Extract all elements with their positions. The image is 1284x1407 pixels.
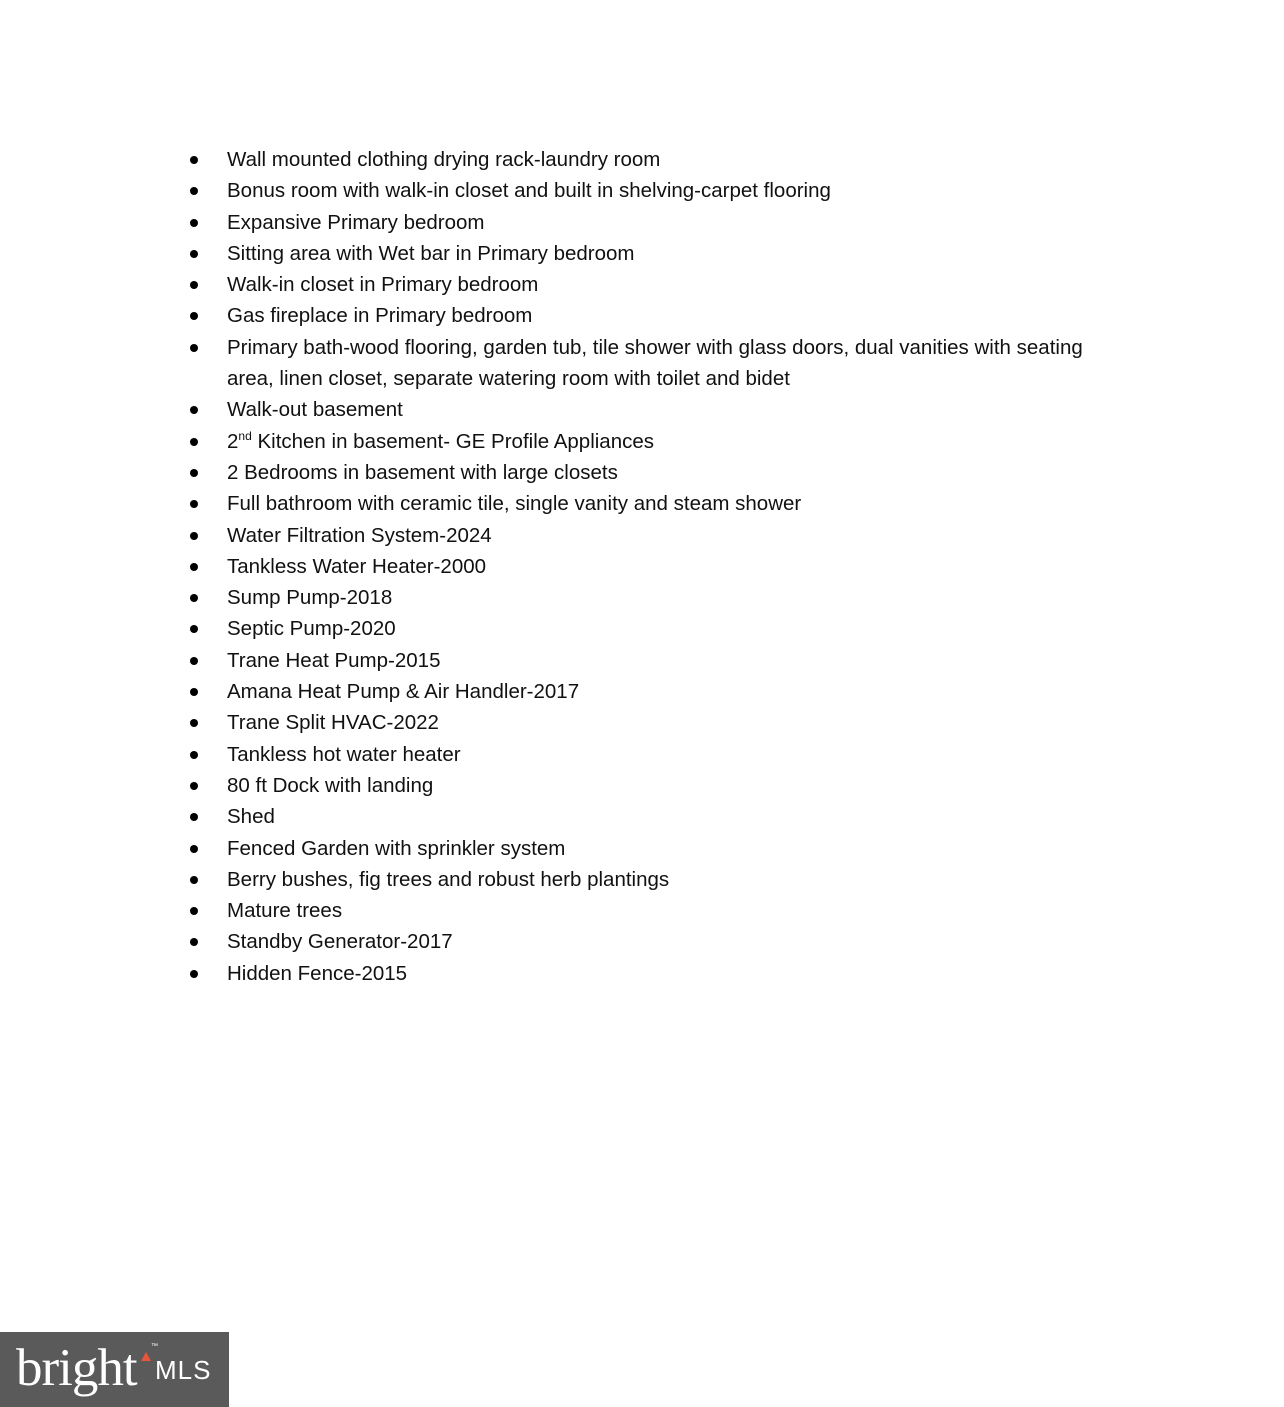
- list-item: [0, 801, 1284, 832]
- list-item-label: 2 Bedrooms in basement with large closets: [227, 460, 618, 484]
- bullet-icon: [190, 500, 198, 508]
- list-item: [0, 739, 1284, 770]
- list-item: [0, 958, 1284, 989]
- list-item-label: Hidden Fence-2015: [227, 961, 408, 985]
- bullet-icon: [190, 782, 198, 790]
- list-item-text: [227, 398, 403, 421]
- list-item: [0, 864, 1284, 895]
- list-item-text: [227, 617, 396, 640]
- list-item-label: Standby Generator-2017: [227, 930, 453, 954]
- list-item-text: [227, 805, 275, 828]
- list-item-label: Wall mounted clothing drying rack-laundry room: [227, 148, 661, 171]
- list-item: [0, 269, 1284, 300]
- list-item: [0, 144, 1284, 175]
- bullet-icon: [190, 563, 198, 571]
- list-item-text: [227, 179, 831, 202]
- bullet-icon: [190, 938, 198, 946]
- list-item: [0, 520, 1284, 551]
- list-item: [0, 238, 1284, 269]
- list-item: [0, 488, 1284, 519]
- list-item-label: Sump Pump-2018: [227, 586, 393, 610]
- bullet-icon: [190, 312, 198, 320]
- bullet-icon: [190, 625, 198, 633]
- list-item: [0, 833, 1284, 864]
- list-item-label: Berry bushes, fig trees and robust herb plantings: [227, 867, 670, 891]
- list-item-text: [227, 837, 565, 860]
- list-item-label: Shed: [227, 805, 275, 829]
- list-item: [0, 707, 1284, 738]
- list-item: [0, 394, 1284, 425]
- bullet-icon: [190, 657, 198, 665]
- bullet-icon: [190, 219, 198, 227]
- bullet-icon: [190, 250, 198, 258]
- list-item: [0, 676, 1284, 707]
- list-item-text: [227, 273, 538, 296]
- list-item-label: Sitting area with Wet bar in Primary bedroom: [227, 241, 635, 265]
- bullet-icon: [190, 876, 198, 884]
- list-item: [0, 895, 1284, 926]
- list-item-text: [227, 930, 453, 953]
- list-item-text: [227, 680, 579, 703]
- list-item-label: Bonus room with walk-in closet and built in shelving-carpet flooring: [227, 179, 831, 203]
- list-item-label: Trane Heat Pump-2015: [227, 648, 441, 672]
- list-item-text: [227, 649, 440, 672]
- list-item-label: Trane Split HVAC-2022: [227, 711, 439, 735]
- list-item-text: [227, 743, 461, 766]
- list-item-label: Septic Pump-2020: [227, 617, 396, 641]
- list-item: [0, 645, 1284, 676]
- list-item-text: [227, 148, 660, 171]
- bullet-icon: [190, 813, 198, 821]
- bullet-icon: [190, 845, 198, 853]
- list-item-label: Primary bath-wood flooring, garden tub, tile shower with glass doors, dual vanities with seating area, linen closet, separate watering room with toilet and bidet: [227, 335, 1083, 391]
- feature-list: [0, 144, 1284, 989]
- bullet-icon: [190, 438, 198, 446]
- list-item: [0, 300, 1284, 331]
- list-item-text: [227, 586, 392, 609]
- bullet-icon: [190, 594, 198, 602]
- list-item-text: [227, 242, 635, 265]
- bullet-icon: [190, 187, 198, 195]
- bullet-icon: [190, 406, 198, 414]
- list-item-label: Kitchen in basement- GE Profile Appliances: [251, 429, 655, 453]
- list-item: [0, 426, 1284, 457]
- list-item-label: Water Filtration System-2024: [227, 523, 492, 547]
- list-item-text: [227, 336, 1083, 390]
- list-item-text: [227, 524, 492, 547]
- bullet-icon: [190, 469, 198, 477]
- spark-icon: [141, 1352, 151, 1361]
- bullet-icon: [190, 344, 198, 352]
- list-item-text: [227, 774, 433, 797]
- bullet-icon: [190, 970, 198, 978]
- list-item-superscript: nd: [238, 428, 252, 443]
- list-item-text: [227, 962, 407, 985]
- list-item: [0, 332, 1284, 395]
- list-item-label: Walk-in closet in Primary bedroom: [227, 273, 539, 297]
- list-item-label: Gas fireplace in Primary bedroom: [227, 304, 533, 328]
- bullet-icon: [190, 907, 198, 915]
- list-item: [0, 613, 1284, 644]
- bullet-icon: [190, 532, 198, 540]
- list-item-text: [227, 899, 342, 922]
- bullet-icon: [190, 719, 198, 727]
- list-item: [0, 770, 1284, 801]
- list-item: [0, 582, 1284, 613]
- list-item-label: Expansive Primary bedroom: [227, 210, 485, 234]
- list-item: [0, 207, 1284, 238]
- list-item-text: [227, 492, 801, 515]
- bullet-icon: [190, 688, 198, 696]
- list-item-label: Fenced Garden with sprinkler system: [227, 836, 566, 860]
- list-item: [0, 175, 1284, 206]
- list-item-text: [227, 555, 486, 578]
- list-item: [0, 457, 1284, 488]
- bright-mls-watermark: [0, 1332, 229, 1407]
- list-item: [0, 551, 1284, 582]
- list-item: [0, 926, 1284, 957]
- list-item-text: [227, 711, 439, 734]
- list-item-label: Mature trees: [227, 899, 343, 923]
- bullet-icon: [190, 281, 198, 289]
- watermark-suffix: MLS: [155, 1355, 212, 1385]
- watermark-brand: bright: [16, 1339, 137, 1397]
- list-item-label: Tankless Water Heater-2000: [227, 554, 487, 578]
- list-item-label: 80 ft Dock with landing: [227, 773, 434, 797]
- list-item-text: [227, 211, 485, 234]
- list-item-text: [227, 430, 654, 453]
- list-item-prefix: 2: [227, 429, 239, 453]
- list-item-label: Tankless hot water heater: [227, 742, 461, 766]
- list-item-text: [227, 868, 669, 891]
- list-item-text: [227, 304, 532, 327]
- bullet-icon: [190, 751, 198, 759]
- bullet-icon: [190, 156, 198, 164]
- list-item-text: [227, 461, 618, 484]
- list-item-label: Amana Heat Pump & Air Handler-2017: [227, 680, 580, 704]
- list-item-label: Full bathroom with ceramic tile, single vanity and steam shower: [227, 492, 802, 516]
- list-item-label: Walk-out basement: [227, 398, 403, 422]
- watermark-trademark: ™: [151, 1343, 158, 1350]
